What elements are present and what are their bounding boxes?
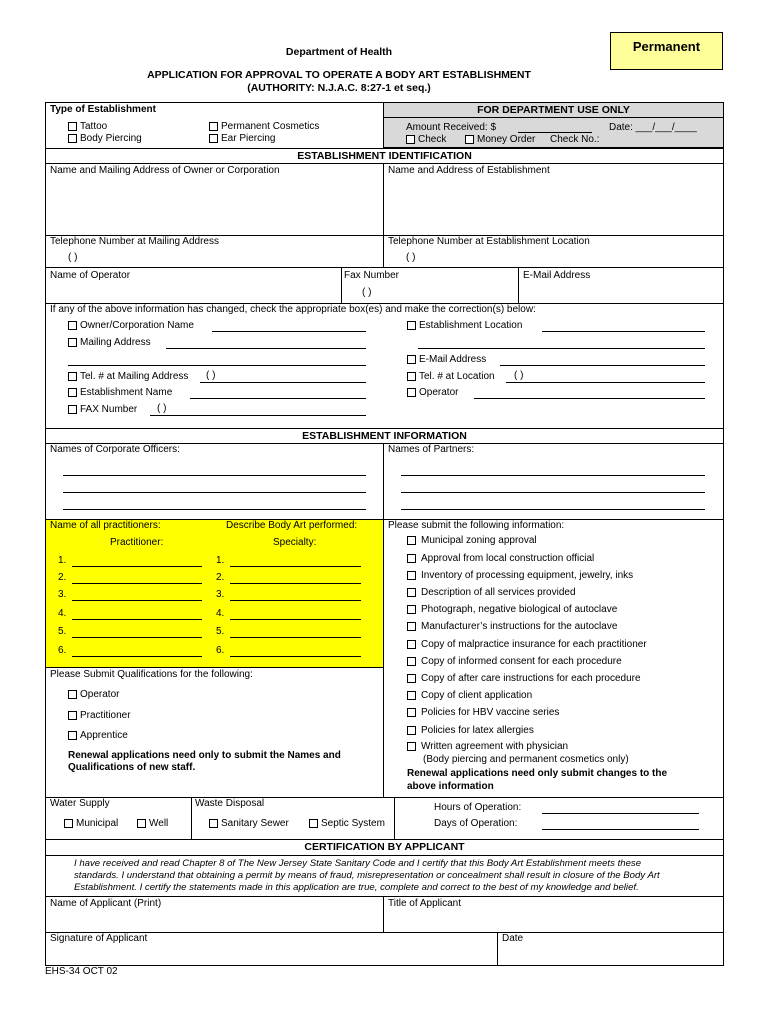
spec-num-6: 6. xyxy=(216,645,225,656)
form-number: EHS-34 OCT 02 xyxy=(45,966,118,977)
change-owner-option[interactable]: Owner/Corporation Name xyxy=(68,320,194,331)
operator-checkbox[interactable] xyxy=(407,388,416,397)
applicant-title-label: Title of Applicant xyxy=(388,898,462,909)
change-email-option[interactable]: E-Mail Address xyxy=(407,354,486,365)
renewal-left-1: Renewal applications need only to submit the Names and xyxy=(68,750,341,761)
prac-num-3: 3. xyxy=(58,589,67,600)
change-location-option[interactable]: Establishment Location xyxy=(407,320,522,331)
water-municipal-option[interactable]: Municipal xyxy=(64,818,118,829)
describe-head: Describe Body Art performed: xyxy=(226,520,358,531)
email-checkbox[interactable] xyxy=(407,355,416,364)
check-option[interactable]: Check xyxy=(406,134,446,145)
changed-intro: If any of the above information has changed, check the appropriate box(es) and make the correction(s) below: xyxy=(50,304,536,315)
qual-head: Please Submit Qualifications for the following: xyxy=(50,669,253,680)
well-checkbox[interactable] xyxy=(137,819,146,828)
submit-item[interactable] xyxy=(407,553,594,564)
submit-item-checkbox[interactable] xyxy=(407,554,416,563)
submit-item[interactable] xyxy=(407,656,622,667)
money-order-checkbox[interactable] xyxy=(465,135,474,144)
submit-item[interactable] xyxy=(407,707,559,718)
submit-item-checkbox[interactable] xyxy=(407,605,416,614)
septic-checkbox[interactable] xyxy=(309,819,318,828)
practitioner-line-3[interactable] xyxy=(72,600,202,601)
prac-num-6: 6. xyxy=(58,645,67,656)
identification-band: ESTABLISHMENT IDENTIFICATION xyxy=(297,150,472,162)
establishment-name-label: Name and Address of Establishment xyxy=(388,165,550,176)
tel-mailing-checkbox[interactable] xyxy=(68,372,77,381)
submit-head: Please submit the following information: xyxy=(388,520,565,531)
check-checkbox[interactable] xyxy=(406,135,415,144)
submit-item[interactable] xyxy=(407,690,532,701)
qual-practitioner-option[interactable]: Practitioner xyxy=(68,710,131,721)
permanent-cosmetics-checkbox[interactable] xyxy=(209,122,218,131)
submit-item[interactable] xyxy=(407,621,617,632)
submit-item-label: Copy of client application xyxy=(421,690,533,701)
spec-num-3: 3. xyxy=(216,589,225,600)
submit-item-label: Copy of after care instructions for each procedure xyxy=(421,673,641,684)
water-supply-label: Water Supply xyxy=(50,798,110,809)
change-mailing-option[interactable]: Mailing Address xyxy=(68,337,151,348)
tel-location-label: Telephone Number at Establishment Location xyxy=(388,236,590,247)
practitioner-line-6[interactable] xyxy=(72,656,202,657)
prac-num-4: 4. xyxy=(58,608,67,619)
physician-note: (Body piercing and permanent cosmetics only) xyxy=(423,754,629,765)
date-label: Date xyxy=(502,933,524,944)
tel-location-paren: ( ) xyxy=(406,252,416,263)
change-tel-location-option[interactable]: Tel. # at Location xyxy=(407,371,495,382)
municipal-checkbox[interactable] xyxy=(64,819,73,828)
sewer-checkbox[interactable] xyxy=(209,819,218,828)
specialty-line-5[interactable] xyxy=(230,637,361,638)
submit-item-label: Policies for latex allergies xyxy=(421,725,534,736)
submit-item-label: Photograph, negative biological of autoclave xyxy=(421,604,618,615)
submit-item-checkbox[interactable] xyxy=(407,640,416,649)
cert-text-3: Establishment. I certify the statements made in this application are true, complete and correct to the best of my knowledge and belief. xyxy=(74,882,639,893)
submit-item[interactable] xyxy=(407,741,568,752)
days-line[interactable] xyxy=(542,829,699,830)
fax-checkbox[interactable] xyxy=(68,405,77,414)
tattoo-option[interactable]: Tattoo xyxy=(68,121,107,132)
body-piercing-checkbox[interactable] xyxy=(68,134,77,143)
tel-mailing-label: Telephone Number at Mailing Address xyxy=(50,236,219,247)
submit-item-label: Copy of informed consent for each procedure xyxy=(421,656,622,667)
practitioners-head: Name of all practitioners: xyxy=(50,520,161,531)
hours-label: Hours of Operation: xyxy=(434,802,522,813)
owner-checkbox[interactable] xyxy=(68,321,77,330)
submit-item-checkbox[interactable] xyxy=(407,536,416,545)
submit-item[interactable] xyxy=(407,673,641,684)
prac-num-2: 2. xyxy=(58,572,67,583)
information-band: ESTABLISHMENT INFORMATION xyxy=(302,430,467,442)
ear-piercing-checkbox[interactable] xyxy=(209,134,218,143)
dept-use-label: FOR DEPARTMENT USE ONLY xyxy=(477,104,630,116)
tattoo-checkbox[interactable] xyxy=(68,122,77,131)
hours-line[interactable] xyxy=(542,813,699,814)
applicant-name-label: Name of Applicant (Print) xyxy=(50,898,162,909)
tel-location-checkbox[interactable] xyxy=(407,372,416,381)
practitioners-highlight xyxy=(46,520,383,667)
submit-item-label: Description of all services provided xyxy=(421,587,576,598)
specialty-line-6[interactable] xyxy=(230,656,361,657)
submit-item-checkbox[interactable] xyxy=(407,588,416,597)
submit-item[interactable] xyxy=(407,587,576,598)
cert-text-2: standards. I understand that obtaining a permit by means of fraud, misrepresentation or concealment shall result in closure of the Body Art xyxy=(74,870,660,881)
tel-mailing-small-paren: ( ) xyxy=(206,370,216,381)
location-checkbox[interactable] xyxy=(407,321,416,330)
submit-item-label: Approval from local construction official xyxy=(421,553,595,564)
certification-band: CERTIFICATION BY APPLICANT xyxy=(304,841,465,853)
submit-item-label: Policies for HBV vaccine series xyxy=(421,707,560,718)
change-fax-option[interactable]: FAX Number xyxy=(68,404,137,415)
tel-mailing-paren: ( ) xyxy=(68,252,78,263)
submit-item[interactable] xyxy=(407,604,617,615)
fax-paren: ( ) xyxy=(362,287,372,298)
submit-item-checkbox[interactable] xyxy=(407,571,416,580)
change-operator-option[interactable]: Operator xyxy=(407,387,458,398)
renewal-right-2: above information xyxy=(407,781,494,792)
qual-practitioner-checkbox[interactable] xyxy=(68,711,77,720)
submit-item-checkbox[interactable] xyxy=(407,674,416,683)
partners-label: Names of Partners: xyxy=(388,444,475,455)
submit-item-checkbox[interactable] xyxy=(407,742,416,751)
check-number: Check No.: xyxy=(550,134,600,145)
submit-item-checkbox[interactable] xyxy=(407,622,416,631)
change-tel-mailing-option[interactable]: Tel. # at Mailing Address xyxy=(68,371,188,382)
waste-disposal-label: Waste Disposal xyxy=(195,798,265,809)
cert-text-1: I have received and read Chapter 8 of The New Jersey State Sanitary Code and I certify that this Body Art Establishment meets these xyxy=(74,858,642,869)
practitioner-line-1[interactable] xyxy=(72,566,202,567)
practitioner-line-2[interactable] xyxy=(72,583,202,584)
spec-num-1: 1. xyxy=(216,555,225,566)
spec-num-2: 2. xyxy=(216,572,225,583)
submit-item[interactable] xyxy=(407,725,534,736)
mailing-checkbox[interactable] xyxy=(68,338,77,347)
submit-item-checkbox[interactable] xyxy=(407,708,416,717)
department-title: Department of Health xyxy=(285,46,393,58)
specialty-line-2[interactable] xyxy=(230,583,361,584)
specialty-line-4[interactable] xyxy=(230,619,361,620)
officers-label: Names of Corporate Officers: xyxy=(50,444,180,455)
email-label: E-Mail Address xyxy=(523,270,591,281)
submit-item[interactable] xyxy=(407,535,537,546)
qual-operator-checkbox[interactable] xyxy=(68,690,77,699)
water-well-option[interactable]: Well xyxy=(137,818,168,829)
prac-num-5: 5. xyxy=(58,626,67,637)
submit-item-checkbox[interactable] xyxy=(407,726,416,735)
renewal-right-1: Renewal applications need only submit changes to the xyxy=(407,768,668,779)
authority-line: (AUTHORITY: N.J.A.C. 8:27-1 et seq.) xyxy=(247,82,431,94)
amount-received: Amount Received: $ xyxy=(406,122,497,133)
form-title: APPLICATION FOR APPROVAL TO OPERATE A BODY ART ESTABLISHMENT xyxy=(147,69,531,81)
owner-name-label: Name and Mailing Address of Owner or Corporation xyxy=(50,165,280,176)
submit-item-label: Municipal zoning approval xyxy=(421,535,537,546)
ear-piercing-option[interactable]: Ear Piercing xyxy=(209,133,275,144)
prac-num-1: 1. xyxy=(58,555,67,566)
practitioner-sub: Practitioner: xyxy=(110,537,164,548)
qual-apprentice-option[interactable]: Apprentice xyxy=(68,730,128,741)
waste-septic-option[interactable]: Septic System xyxy=(309,818,385,829)
qual-apprentice-checkbox[interactable] xyxy=(68,731,77,740)
practitioner-line-5[interactable] xyxy=(72,637,202,638)
spec-num-5: 5. xyxy=(216,626,225,637)
submit-item-label: Written agreement with physician xyxy=(421,741,569,752)
specialty-sub: Specialty: xyxy=(273,537,317,548)
submit-item[interactable] xyxy=(407,570,633,581)
submit-item-label: Inventory of processing equipment, jewelry, inks xyxy=(421,570,634,581)
change-est-name-option[interactable]: Establishment Name xyxy=(68,387,172,398)
renewal-left-2: Qualifications of new staff. xyxy=(68,762,196,773)
submit-item-checkbox[interactable] xyxy=(407,691,416,700)
qual-operator-option[interactable]: Operator xyxy=(68,689,119,700)
est-name-checkbox[interactable] xyxy=(68,388,77,397)
permanent-cosmetics-option[interactable]: Permanent Cosmetics xyxy=(209,121,319,132)
specialty-line-1[interactable] xyxy=(230,566,361,567)
signature-label: Signature of Applicant xyxy=(50,933,148,944)
operator-label: Name of Operator xyxy=(50,270,131,281)
type-of-establishment-label: Type of Establishment xyxy=(50,104,156,115)
body-piercing-option[interactable]: Body Piercing xyxy=(68,133,142,144)
submit-item-label: Copy of malpractice insurance for each practitioner xyxy=(421,639,647,650)
waste-sewer-option[interactable]: Sanitary Sewer xyxy=(209,818,289,829)
specialty-line-3[interactable] xyxy=(230,600,361,601)
fax-small-paren: ( ) xyxy=(157,403,167,414)
submit-item-label: Manufacturer’s instructions for the autoclave xyxy=(421,621,618,632)
money-order-option[interactable]: Money Order xyxy=(465,134,535,145)
fax-label: Fax Number xyxy=(344,270,400,281)
tel-location-small-paren: ( ) xyxy=(514,370,524,381)
submit-item-checkbox[interactable] xyxy=(407,657,416,666)
permanent-badge: Permanent xyxy=(610,32,723,70)
spec-num-4: 4. xyxy=(216,608,225,619)
practitioner-line-4[interactable] xyxy=(72,619,202,620)
days-label: Days of Operation: xyxy=(434,818,518,829)
dept-date: Date: ___/___/____ xyxy=(609,122,697,133)
submit-item[interactable] xyxy=(407,639,647,650)
